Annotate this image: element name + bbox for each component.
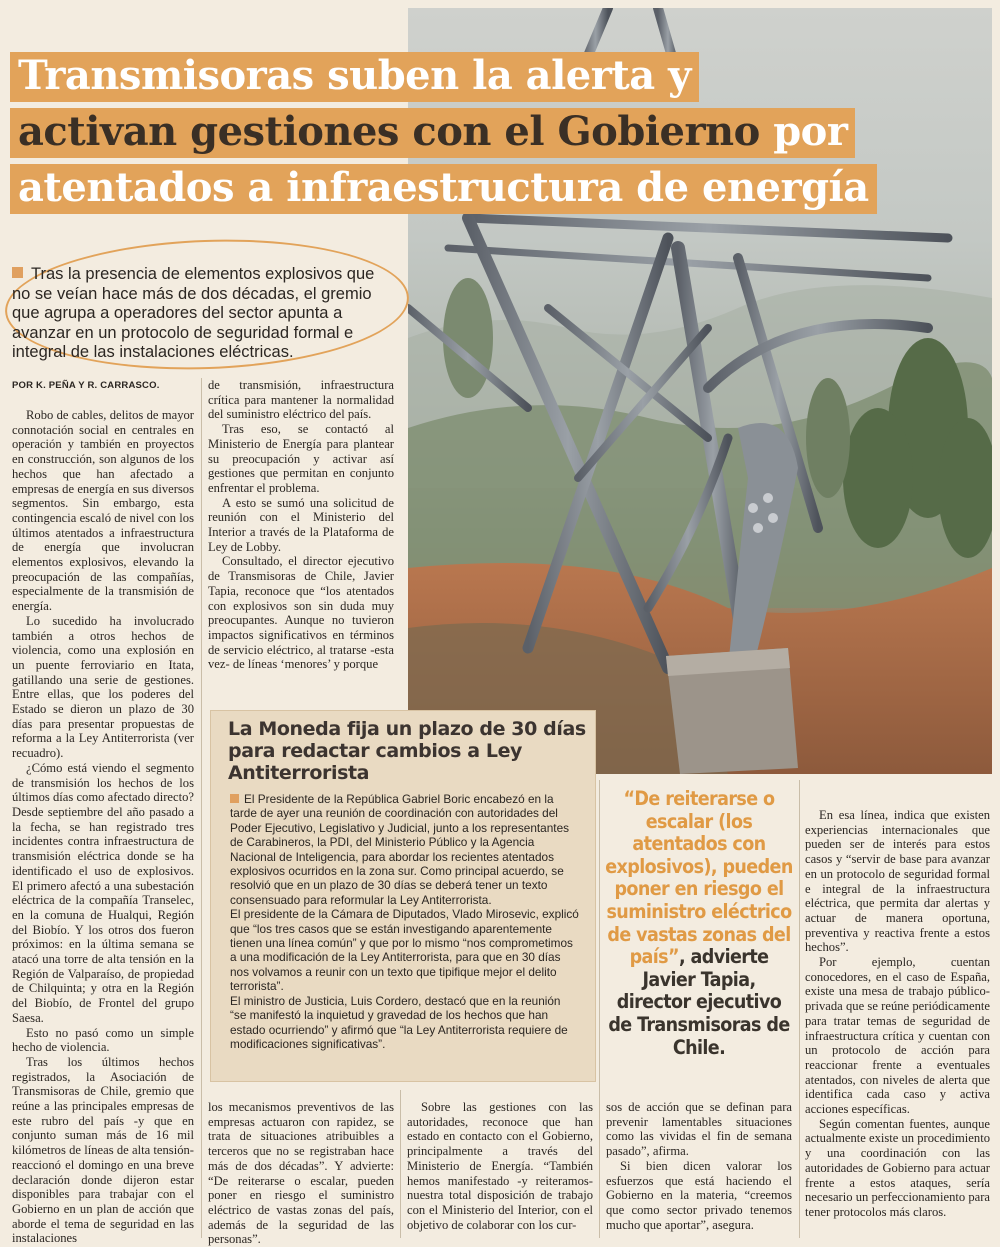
paragraph: Si bien dicen valorar los esfuerzos que está haciendo el Gobierno en la materia, “creemos que como sector privado tenemos mucho que aportar”, asegura.	[606, 1158, 792, 1232]
headline-line-1: Transmisoras suben la alerta y	[10, 52, 699, 102]
column-1	[12, 408, 194, 1246]
headline-line-3: atentados a infraestructura de energía	[10, 164, 877, 214]
headline-line-2-emphasis: activan gestiones con el Gobierno	[18, 108, 760, 155]
column-2	[208, 378, 394, 672]
paragraph: En esa línea, indica que existen experiencias internacionales que pueden ser de interés para estos casos y “servir de base para avanzar en un protocolo de seguridad formal e integral de la infraestructura eléctrica, que permita dar alertas y actuar de manera oportuna, preventiva y reactiva frente a estos hechos”.	[805, 808, 990, 955]
deck	[12, 265, 397, 363]
paragraph: Según comentan fuentes, aunque actualmente existe un procedimiento y una coordinación con las autoridades de Gobierno para actuar frente a estos ataques, sería necesario un perfeccionamiento para tener protocolos más claros.	[805, 1116, 990, 1219]
sidebar-paragraph: El Presidente de la República Gabriel Boric encabezó en la tarde de ayer una reunión de coordinación con autoridades del Poder Ejecutivo, Legislativo y Judicial, junto a los representantes de Carabineros, la PDI, del Ministerio Público y la Agencia Nacional de Inteligencia, para abordar los recientes atentados explosivos ocurridos en la zona sur. Como principal acuerdo, se resolvió que en un plazo de 30 días se deberá tener un texto consensuado para reformular la Ley Antiterrorista.	[230, 792, 570, 907]
sidebar-paragraph: El ministro de Justicia, Luis Cordero, destacó que en la reunión “se manifestó la inquietud y gravedad de los hechos que han estado ocurriendo” y afirmó que “la Ley Antiterrorista requiere de modificaciones significativas”.	[230, 993, 568, 1051]
column-divider	[599, 780, 600, 1238]
paragraph: A esto se sumó una solicitud de reunión con el Ministerio del Interior a través de la Plataforma de Ley de Lobby.	[208, 495, 394, 554]
paragraph: Consultado, el director ejecutivo de Transmisoras de Chile, Javier Tapia, reconoce que “los atentados con explosivos son sin duda muy preocupantes. Aunque no tuvieron impactos significativos en términos de servicio eléctrico, al tratarse -esta vez- de líneas ‘menores’ y porque	[208, 554, 394, 672]
deck-text: Tras la presencia de elementos explosivos que no se veían hace más de dos décadas, el gremio que agrupa a operadores del sector apunta a avanzar en un protocolo de seguridad formal e integral de las instalaciones eléctricas.	[12, 265, 375, 361]
paragraph: ¿Cómo está viendo el segmento de transmisión los hechos de los últimos días como afectado directo? Desde septiembre del año pasado a la fecha, se han registrado tres incidentes contra infraestructura de transmisión eléctrica donde se ha identificado el uso de explosivos. El primero afectó a una subestación eléctrica de la compañía Transelec, en la comuna de Hualqui, Región del Biobío. Y los otros dos fueron próximos: en la última semana se atacó una torre de alta tensión en la Región de Valparaíso, de propiedad de Chilquinta; y otra en la Región del Biobío, de Frontel del grupo Saesa.	[12, 760, 194, 1025]
column-3-bottom	[407, 1100, 593, 1232]
pull-quote-attribution: , advierte Javier Tapia, director ejecutivo de Transmisoras de Chile.	[608, 945, 790, 1059]
bullet-square-icon	[12, 267, 23, 278]
column-divider	[799, 780, 800, 1238]
paragraph: Robo de cables, delitos de mayor connotación social en centrales en operación y también en proyectos en construcción, son algunos de los hechos que han afectado a empresas de energía en sus diversos segmentos. Sin embargo, esta contingencia escaló de nivel con los últimos atentados a infraestructura de energía que involucran elementos explosivos, elevando la preocupación de las compañías, especialmente de la transmisión de energía.	[12, 408, 194, 614]
bullet-square-icon	[230, 794, 239, 803]
paragraph: los mecanismos preventivos de las empresas actuaron con rapidez, se trata de situaciones atribuibles a terceros que no se registraban hace más de dos décadas”. Y advierte: “De reiterarse o escalar, pueden poner en riesgo el suministro eléctrico de vastas zonas del país, además de la seguridad de las personas”.	[208, 1100, 394, 1247]
paragraph: sos de acción que se definan para prevenir lamentables situaciones como las vividas el fin de semana pasado”, afirma.	[606, 1100, 792, 1159]
sidebar-text	[230, 792, 580, 1051]
paragraph: Sobre las gestiones con las autoridades, reconoce que han estado en contacto con el Gobierno, principalmente a través del Ministerio de Energía. “También hemos manifestado -y reiteramos- nuestra total disposición de trabajo con el Ministerio del Interior, con el objetivo de colaborar con los cur-	[407, 1100, 593, 1232]
column-4-bottom	[606, 1100, 792, 1232]
paragraph: Esto no pasó como un simple hecho de violencia.	[12, 1025, 194, 1055]
headline-line-2-tail: por	[759, 108, 848, 155]
sidebar-paragraph: El presidente de la Cámara de Diputados, Vlado Mirosevic, explicó que “los tres casos que se están investigando aparentemente tienen una línea común” y que por lo mismo “nos comprometimos a una modificación de la Ley Antiterrorista, para que en 30 días nos volvamos a reunir con un texto que tipifique mejor el delito terrorista”.	[230, 907, 579, 994]
column-divider	[201, 378, 202, 1238]
paragraph: Tras eso, se contactó al Ministerio de Energía para plantear su preocupación y activar así gestiones que permitan en conjunto enfrentar el problema.	[208, 422, 394, 495]
column-divider	[400, 1090, 401, 1238]
pull-quote-text: “De reiterarse o escalar (los atentados con explosivos), pueden poner en riesgo el suministro eléctrico de vastas zonas del país”	[605, 787, 793, 969]
paragraph: Por ejemplo, cuentan conocedores, en el caso de España, existe una mesa de trabajo público-privada que se reúne periódicamente para tratar temas de seguridad de infraestructura crítica y cuentan con un protocolo de acción para reaccionar frente a eventuales atentados, con niveles de alerta que identifica cada caso y activa acciones específicas.	[805, 955, 990, 1117]
column-2-bottom	[208, 1100, 394, 1247]
paragraph: Tras los últimos hechos registrados, la Asociación de Transmisoras de Chile, gremio que reúne a las principales empresas de este rubro del país -y que en conjunto suman más de 16 mil kilómetros de líneas de alta tensión- reaccionó el domingo en una breve declaración donde dijeron estar disponibles para trabajar con el Gobierno en un plan de acción que aborde el tema de seguridad en las instalaciones	[12, 1054, 194, 1246]
pull-quote	[603, 788, 795, 1059]
byline: POR K. PEÑA Y R. CARRASCO.	[12, 380, 160, 391]
headline	[10, 52, 940, 220]
sidebar-title: La Moneda fija un plazo de 30 días para redactar cambios a Ley Antiterrorista	[228, 718, 586, 784]
column-5	[805, 808, 990, 1220]
paragraph: de transmisión, infraestructura crítica para mantener la normalidad del suministro eléctrico del país.	[208, 378, 394, 422]
paragraph: Lo sucedido ha involucrado también a otros hechos de violencia, como una explosión en un puente ferroviario en Itata, gatillando una serie de gestiones. Entre ellas, que los poderes del Estado se dieron un plazo de 30 días para presentar propuestas de reforma a la Ley Antiterrorista (ver recuadro).	[12, 613, 194, 761]
